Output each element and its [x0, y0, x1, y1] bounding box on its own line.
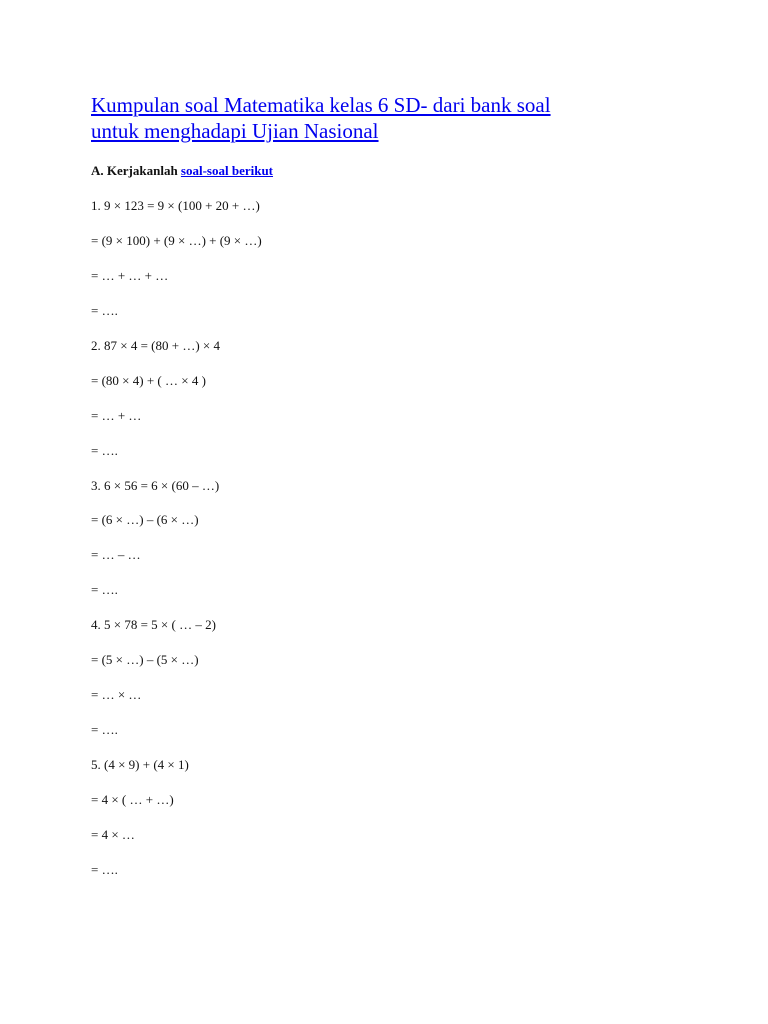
- exercise-line: = (9 × 100) + (9 × …) + (9 × …): [91, 232, 262, 248]
- exercise-line: = … – …: [91, 547, 141, 563]
- exercise-line: = … × …: [91, 687, 142, 703]
- exercise-line: = (80 × 4) + ( … × 4 ): [91, 372, 206, 388]
- exercise-line: = ….: [91, 582, 118, 598]
- exercise-line: = ….: [91, 722, 118, 738]
- exercise-line: = … + …: [91, 407, 142, 423]
- exercise-line: = ….: [91, 302, 118, 318]
- title-line-2: untuk menghadapi Ujian Nasional: [91, 119, 379, 143]
- title-line-1: Kumpulan soal Matematika kelas 6 SD- dari bank soal: [91, 93, 551, 117]
- document-page: [91, 92, 691, 896]
- exercise-line: 4. 5 × 78 = 5 × ( … – 2): [91, 617, 216, 633]
- exercise-line: = … + … + …: [91, 267, 169, 283]
- exercise-line: 2. 87 × 4 = (80 + …) × 4: [91, 337, 220, 353]
- exercise-line: 5. (4 × 9) + (4 × 1): [91, 757, 189, 772]
- exercise-line: = ….: [91, 861, 118, 877]
- exercise-line: = 4 × …: [91, 826, 135, 842]
- exercise-line: = (5 × …) – (5 × …): [91, 652, 199, 668]
- exercise-line: = (6 × …) – (6 × …): [91, 512, 199, 528]
- exercise-line: 1. 9 × 123 = 9 × (100 + 20 + …): [91, 198, 260, 213]
- exercise-line: = 4 × ( … + …): [91, 791, 174, 807]
- title-link[interactable]: [91, 93, 551, 143]
- exercise-line: = ….: [91, 442, 118, 458]
- exercise-list: [91, 197, 691, 879]
- page-title: [91, 92, 691, 144]
- instruction-line: [91, 162, 691, 180]
- instruction-prefix: A. Kerjakanlah: [91, 163, 181, 178]
- exercise-line: 3. 6 × 56 = 6 × (60 – …): [91, 477, 220, 493]
- instruction-link[interactable]: soal-soal berikut: [180, 163, 274, 178]
